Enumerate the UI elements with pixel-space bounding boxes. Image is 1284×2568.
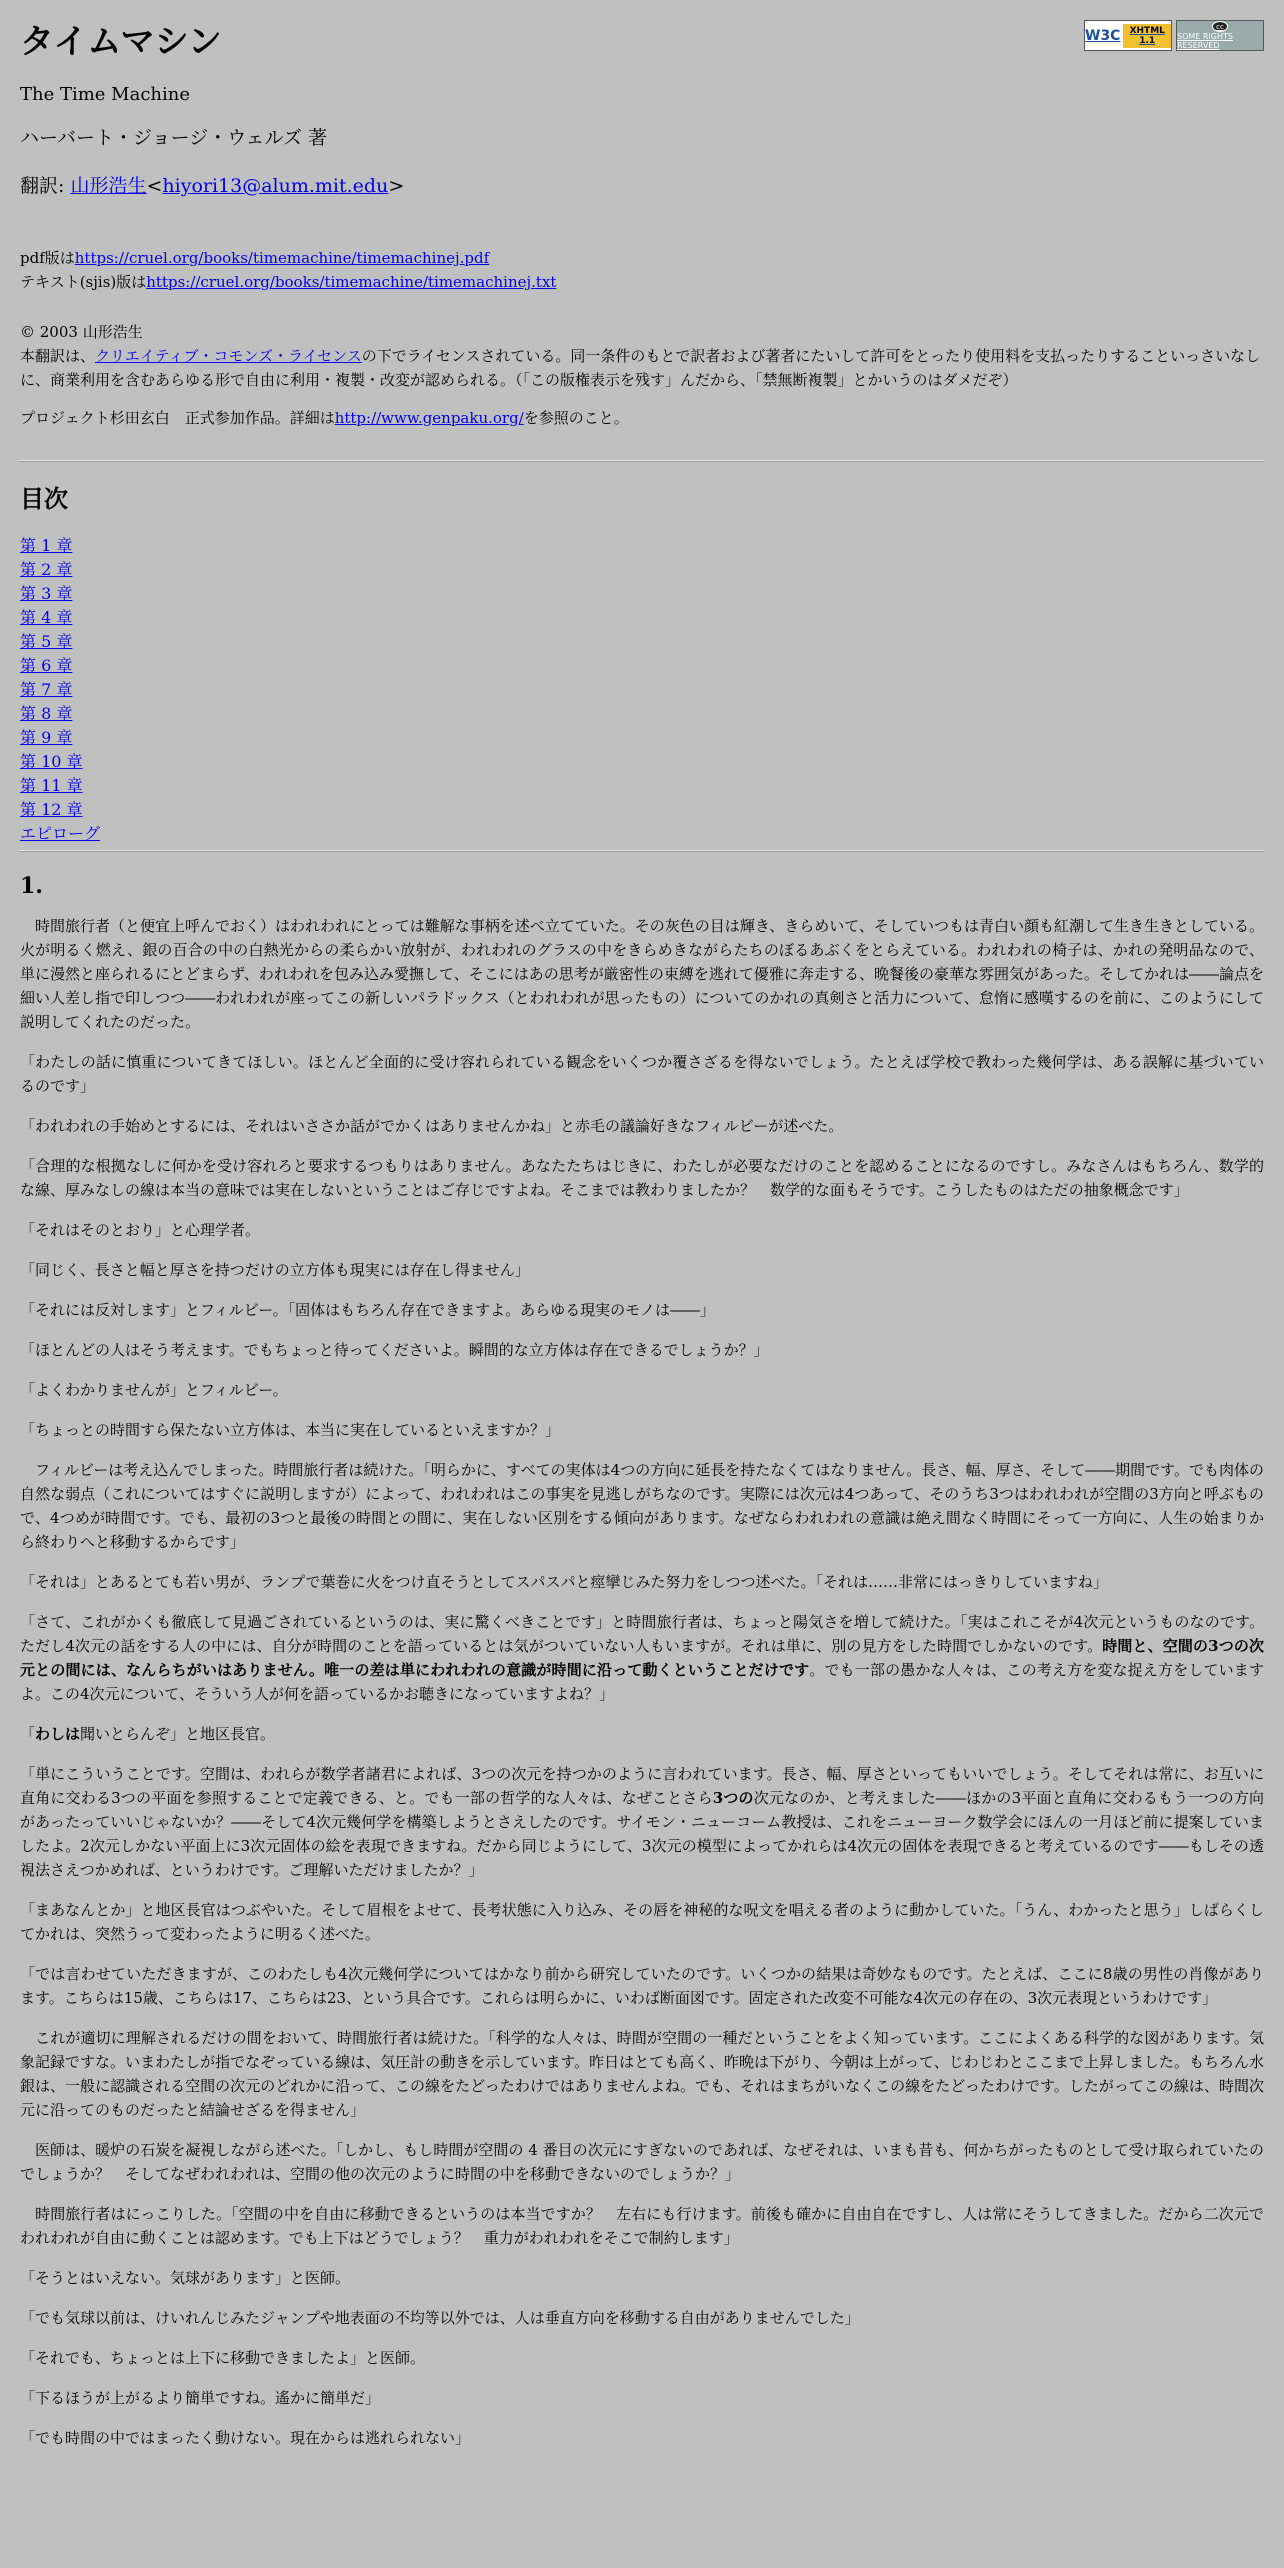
paragraph: 「でも気球以前は、けいれんじみたジャンプや地表面の不均等以外では、人は垂直方向を移動する自由がありませんでした」 [20,2309,860,2327]
toc-item[interactable]: 第 12 章 [20,800,83,819]
english-title: The Time Machine [20,84,191,105]
paragraph [20,1722,1264,1746]
license-post: の下でライセンスされている。同一条件のもとで訳者および著者にたいして許可をとったり使用料を支払ったりすることいっさいなしに、商業利用を含むあらゆる形で自由に利用・複製・改変が認められる。（「この版権表示を残す」んだから、「禁無断複製」とかいうのはダメだぞ） [20,347,1261,389]
genpaku-link[interactable]: http://www.genpaku.org/ [334,409,524,427]
translator-prefix: 翻訳: [20,175,71,197]
w3c-logo-text: W3C [1085,27,1121,44]
emphasis: わしは [35,1725,81,1743]
toc-item[interactable]: 第 8 章 [20,704,73,723]
paragraph: 「よくわかりませんが」とフィルビー。 [20,1381,288,1399]
license-pre: 本翻訳は、 [20,347,96,365]
paragraph: 「わたしの話に慎重についてきてほしい。ほとんど全面的に受け容れられている観念をいくつか覆さざるを得ないでしょう。たとえば学校で教わった幾何学は、ある誤解に基づいているのです」 [20,1053,1264,1095]
paragraph: 「でも時間の中ではまったく動けない。現在からは逃れられない」 [20,2429,471,2447]
paragraph: 「そうとはいえない。気球があります」と医師。 [20,2269,351,2287]
paragraph: 「ちょっとの時間すら保たない立方体は、本当に実在しているといえますか？」 [20,1421,561,1439]
text-run: 「単にこういうことです。空間は、われらが数学者諸君によれば、3つの次元を持つかのように言われています。長さ、幅、厚さといってもいいでしょう。そしてそれは常に、お互いに直角に交わる3つの平面を参照することで定義できる、と。でも一部の哲学的な人々は、なぜことさら [20,1765,1264,1807]
paragraph [20,1762,1264,1882]
paragraph: これが適切に理解されるだけの間をおいて、時間旅行者は続けた。「科学的な人々は、時間が空間の一種だということをよく知っています。ここによくある科学的な図があります。気象記録ですな。いまわたしが指でなぞっている線は、気圧計の動きを示しています。昨日はとても高く、昨晩は下がり、今朝は上がって、じわじわとここまで上昇しました。もちろん水銀は、一般に認識される空間の次元のどれかに沿って、この線をたどったわけではありませんよね。でも、それはまちがいなくこの線をたどったわけです。したがってこの線は、時間次元に沿ってのものだったと結論せざるを得ません」 [20,2029,1264,2119]
toc-item[interactable]: 第 1 章 [20,536,73,555]
paragraph: 「われわれの手始めとするには、それはいささか話がでかくはありませんかね」と赤毛の議論好きなフィルビーが述べた。 [20,1117,844,1135]
text-run: 。でも一部の愚かな人々は、この考え方を変な捉え方をしていますよ。この4次元について、そういう人が何を語っているかお聴きになっていますよね？」 [20,1661,1264,1703]
toc-item[interactable]: 第 6 章 [20,656,73,675]
paragraph: フィルビーは考え込んでしまった。時間旅行者は続けた。「明らかに、すべての実体は4つの方向に延長を持たなくてはなりません。長さ、幅、厚さ、そして――期間です。でも肉体の自然な弱点（これについてはすぐに説明しますが）によって、われわれはこの事実を見逃しがちなのです。実際には次元は4つあって、そのうち3つはわれわれが空間の3方向と呼ぶもので、4つめが時間です。でも、最初の3つと最後の時間との間に、実在しない区別をする傾向があります。なぜならわれわれの意識は絶え間なく時間にそって一方向に、人生の始まりから終わりへと移動するからです」 [20,1461,1264,1551]
cc-icon: cc [1212,21,1228,32]
translator-name-link[interactable]: 山形浩生 [70,175,147,197]
divider [20,850,1264,852]
paragraph: 「それには反対します」とフィルビー。「固体はもちろん存在できますよ。あらゆる現実のモノは――」 [20,1301,715,1319]
creative-commons-badge[interactable] [1176,20,1264,51]
paragraph: 「それは」とあるとても若い男が、ランプで葉巻に火をつけ直そうとしてスパスパと痙攣じみた努力をしつつ述べた。「それは……非常にはっきりしていますね」 [20,1573,1108,1591]
page-title: タイムマシン [20,22,222,62]
paragraph: 「まあなんとか」と地区長官はつぶやいた。そして眉根をよせて、長考状態に入り込み、その唇を神秘的な呪文を唱える者のように動かしていた。「うん、わかったと思う」しばらくしてかれは、突然うって変わったように明るく述べた。 [20,1901,1264,1943]
toc-item[interactable]: 第 7 章 [20,680,73,699]
paragraph: 「下るほうが上がるより簡単ですね。遙かに簡単だ」 [20,2389,381,2407]
emphasis: 3つの [712,1789,754,1807]
toc-heading: 目次 [20,484,68,513]
toc-item[interactable]: 第 2 章 [20,560,73,579]
project-pre: プロジェクト杉田玄白 正式参加作品。詳細は [20,409,335,427]
file-links [20,246,1264,294]
text-run: 「 [20,1725,36,1743]
emphasis: 時間と、空間の3つの次元との間には、なんらちがいはありません。唯一の差は単にわれわれの意識が時間に沿って動くということだけです [20,1637,1264,1679]
toc-item[interactable]: 第 5 章 [20,632,73,651]
text-link[interactable]: https://cruel.org/books/timemachine/timemachinej.txt [146,273,557,291]
cc-badge-label: SOME RIGHTS RESERVED [1177,32,1233,50]
license-text [20,344,1264,392]
text-run: 次元なのか、と考えました――ほかの3平面と直角に交わるもう一つの方向があったっていいじゃないか？――そして4次元幾何学を構築しようとさえしたのです。サイモン・ニューコーム教授は、これをニューヨーク数学会にほんの一月ほど前に提案していましたよ。2次元しかない平面上に3次元固体の絵を表現できますね。だから同じようにして、3次元の模型によってかれらは4次元の固体を表現できると考えているのです――もしその透視法さえつかめれば、というわけです。ご理解いただけましたか？」 [20,1789,1265,1879]
project-line [20,406,1264,430]
table-of-contents [20,534,1264,846]
project-post: を参照のこと。 [523,409,629,427]
pdf-link[interactable]: https://cruel.org/books/timemachine/timemachinej.pdf [74,249,490,267]
toc-item[interactable]: エピローグ [20,824,101,843]
translator-line: 翻訳: 山形浩生<hiyori13@alum.mit.edu> [20,175,405,197]
chapter-heading: 1. [20,873,43,899]
xhtml-label: XHTML 1.1 [1123,24,1171,48]
paragraph: 「同じく、長さと幅と厚さを持つだけの立方体も現実には存在し得ません」 [20,1261,530,1279]
toc-item[interactable]: 第 10 章 [20,752,83,771]
copyright: © 2003 山形浩生 [20,323,143,341]
text-prefix: テキスト(sjis)版は [20,273,147,291]
paragraph: 時間旅行者（と便宜上呼んでおく）はわれわれにとっては難解な事柄を述べ立てていた。その灰色の目は輝き、きらめいて、そしていつもは青白い顔も紅潮して生き生きとしている。火が明るく燃え、銀の百合の中の白熱光からの柔らかい放射が、われわれのグラスの中をきらめきながらたちのぼるあぶくをとらえている。われわれの椅子は、かれの発明品なので、単に漫然と座られるにとどまらず、われわれを包み込み愛撫して、そこにはあの思考が厳密性の束縛を逃れて優雅に奔走する、晩餐後の豪華な雰囲気があった。そしてかれは――論点を細い人差し指で印しつつ――われわれが座ってこの新しいパラドックス（とわれわれが思ったもの）についてのかれの真剣さと活力について、怠惰に感嘆するのを前に、このようにして説明してくれたのだった。 [20,917,1264,1031]
pdf-prefix: pdf版は [20,249,75,267]
toc-item[interactable]: 第 3 章 [20,584,73,603]
cc-license-link[interactable]: クリエイティブ・コモンズ・ライセンス [95,347,362,365]
paragraph: 医師は、暖炉の石炭を凝視しながら述べた。「しかし、もし時間が空間の 4 番目の次元にすぎないのであれば、なぜそれは、いまも昔も、何かちがったものとして受け取られていたのでしょうか？ そしてなぜわれわれは、空間の他の次元のように時間の中を移動できないのでしょうか？」 [20,2141,1264,2183]
pdf-line [20,246,1264,270]
paragraph: 時間旅行者はにっこりした。「空間の中を自由に移動できるというのは本当ですか？ 左右にも行けます。前後も確かに自由自在ですし、人は常にそうしてきました。だから二次元で われわれが自由に動くことは認めます。でも上下はどうでしょう？ 重力がわれわれをそこで制約します」 [20,2205,1264,2247]
text-run: 聞いとらんぞ」と地区長官。 [80,1725,276,1743]
divider [20,460,1264,462]
chapter-body [20,914,1264,2450]
license-block [20,320,1264,392]
paragraph [20,1610,1264,1706]
paragraph: 「では言わせていただきますが、このわたしも4次元幾何学についてはかなり前から研究していたのです。いくつかの結果は奇妙なものです。たとえば、ここに8歳の男性の肖像があります。こちらは15歳、こちらは17、こちらは23、という具合です。これらは明らかに、いわば断面図です。固定された改変不可能な4次元の存在の、3次元表現というわけです」 [20,1965,1264,2007]
toc-item[interactable]: 第 4 章 [20,608,73,627]
paragraph: 「合理的な根拠なしに何かを受け容れろと要求するつもりはありません。あなたたちはじきに、わたしが必要なだけのことを認めることになるのですし。みなさんはもちろん、数学的な線、厚みなしの線は本当の意味では実在しないということはご存じですよね。そこまでは教わりましたか？ 数学的な面もそうです。こうしたものはただの抽象概念です」 [20,1157,1264,1199]
toc-item[interactable]: 第 11 章 [20,776,83,795]
w3c-xhtml-badge[interactable] [1084,20,1172,51]
text-line [20,270,1264,294]
translator-email-link[interactable]: hiyori13@alum.mit.edu [162,175,389,197]
author-line: ハーバート・ジョージ・ウェルズ 著 [20,127,328,149]
paragraph: 「それでも、ちょっとは上下に移動できましたよ」と医師。 [20,2349,426,2367]
badge-group [1084,20,1264,51]
text-run: 「さて、これがかくも徹底して見過ごされているというのは、実に驚くべきことです」と時間旅行者は、ちょっと陽気さを増して続けた。「実はこれこそが4次元というものなのです。ただし4次元の話をする人の中には、自分が時間のことを語っているとは気がついていない人もいますが。それは単に、別の見方をした時間でしかないのです。 [20,1613,1264,1655]
toc-item[interactable]: 第 9 章 [20,728,73,747]
paragraph: 「それはそのとおり」と心理学者。 [20,1221,261,1239]
paragraph: 「ほとんどの人はそう考えます。でもちょっと待ってくださいよ。瞬間的な立方体は存在できるでしょうか？」 [20,1341,769,1359]
